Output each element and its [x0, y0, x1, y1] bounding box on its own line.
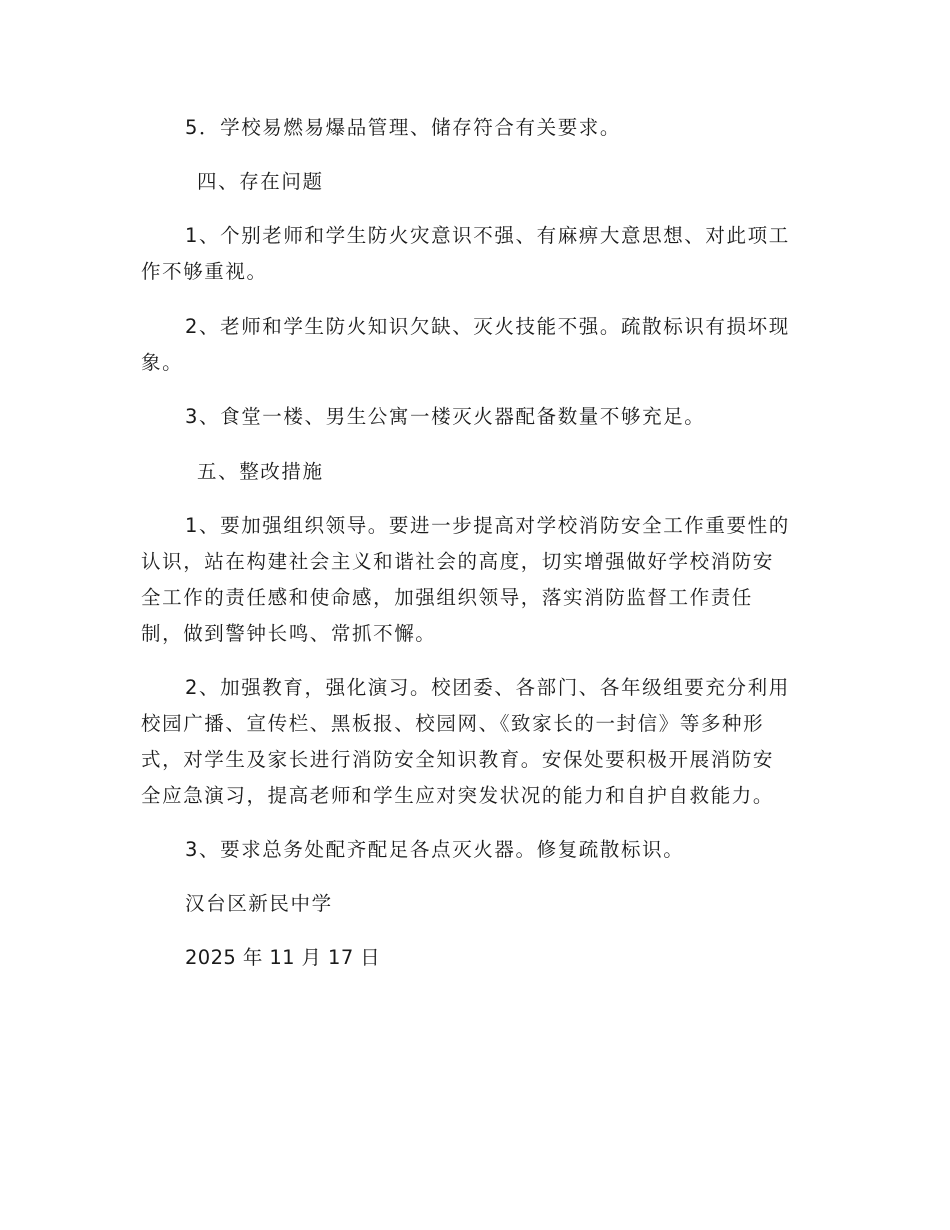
- section-heading-problems: 四、存在问题: [197, 170, 324, 193]
- list-item-5: 5．学校易燃易爆品管理、储存符合有关要求。: [185, 116, 622, 139]
- measure-1-line-4: 制，做到警钟长鸣、常抓不懈。: [141, 622, 437, 645]
- section-heading-measures: 五、整改措施: [197, 460, 324, 483]
- measure-1-line-3: 全工作的责任感和使命感，加强组织领导，落实消防监督工作责任: [141, 586, 753, 609]
- problem-3: 3、食堂一楼、男生公寓一楼灭火器配备数量不够充足。: [185, 405, 706, 428]
- measure-2-line-4: 全应急演习，提高老师和学生应对突发状况的能力和自护自救能力。: [141, 784, 775, 807]
- signature-organization: 汉台区新民中学: [185, 892, 333, 915]
- measure-3: 3、要求总务处配齐配足各点灭火器。修复疏散标识。: [185, 838, 685, 861]
- measure-1-line-2: 认识，站在构建社会主义和谐社会的高度，切实增强做好学校消防安: [141, 550, 775, 573]
- problem-2-line-1: 2、老师和学生防火知识欠缺、灭火技能不强。疏散标识有损坏现: [185, 315, 790, 338]
- measure-2-line-3: 式，对学生及家长进行消防安全知识教育。安保处要积极开展消防安: [141, 748, 775, 771]
- measure-1-line-1: 1、要加强组织领导。要进一步提高对学校消防安全工作重要性的: [185, 514, 790, 537]
- signature-date: 2025 年 11 月 17 日: [185, 946, 381, 969]
- problem-1-line-1: 1、个别老师和学生防火灾意识不强、有麻痹大意思想、对此项工: [185, 224, 790, 247]
- problem-1-line-2: 作不够重视。: [141, 260, 268, 283]
- problem-2-line-2: 象。: [141, 351, 184, 374]
- measure-2-line-1: 2、加强教育，强化演习。校团委、各部门、各年级组要充分利用: [185, 676, 790, 699]
- measure-2-line-2: 校园广播、宣传栏、黑板报、校园网、《致家长的一封信》等多种形: [141, 712, 765, 735]
